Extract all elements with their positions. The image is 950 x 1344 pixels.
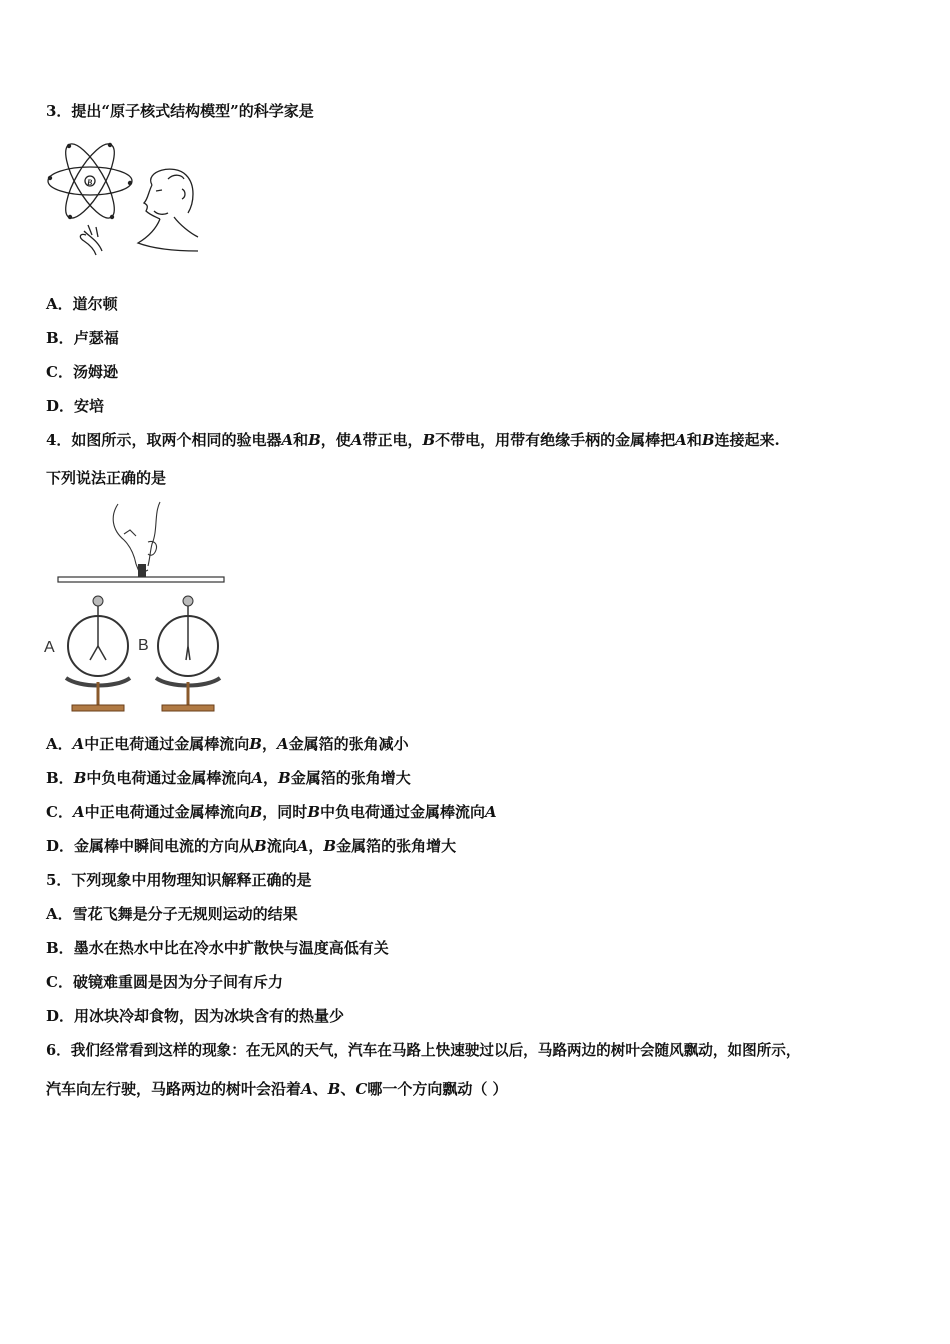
q3-option-a: A．道尔顿 [46, 295, 118, 313]
electroscope-b [156, 596, 220, 711]
q3-stem: 3．提出“原子核式结构模型”的科学家是 [46, 102, 314, 120]
q6-stem-line2: 汽车向左行驶，马路两边的树叶会沿着A、B、C哪一个方向飘动（ ） [46, 1080, 508, 1098]
foil-leaves-a [90, 646, 106, 660]
q5-option-b: B．墨水在热水中比在冷水中扩散快与温度高低有关 [46, 939, 389, 957]
q5-stem: 5．下列现象中用物理知识解释正确的是 [46, 871, 312, 889]
electroscope-figure [40, 500, 230, 716]
q5-option-a: A．雪花飞舞是分子无规则运动的结果 [46, 905, 298, 923]
q5-option-d: D．用冰块冷却食物，因为冰块含有的热量少 [46, 1007, 345, 1025]
q5-option-c: C．破镜难重圆是因为分子间有斥力 [46, 973, 283, 991]
label-b: B [138, 637, 149, 654]
q6-stem-line1: 6．我们经常看到这样的现象：在无风的天气，汽车在马路上快速驶过以后，马路两边的树叶会随风飘动，如图所示， [46, 1042, 801, 1059]
label-a: A [44, 639, 55, 656]
foil-leaves-b [186, 646, 190, 660]
insulating-handle [138, 564, 146, 578]
q3-option-c: C．汤姆逊 [46, 363, 118, 381]
svg-text:B: B [87, 178, 93, 187]
q3-option-b: B．卢瑟福 [46, 329, 119, 347]
q4-option-a: A．A中正电荷通过金属棒流向B，A金属箔的张角减小 [46, 735, 409, 753]
hand-icon [113, 502, 160, 574]
q4-option-b: B．B中负电荷通过金属棒流向A，B金属箔的张角增大 [46, 769, 411, 787]
q4-option-d: D．金属棒中瞬间电流的方向从B流向A，B金属箔的张角增大 [46, 837, 457, 855]
electroscope-a [66, 596, 130, 711]
q4-stem-line1: 4．如图所示，取两个相同的验电器A和B，使A带正电，B不带电，用带有绝缘手柄的金属棒把A和B连接起来. [46, 431, 780, 449]
metal-rod [58, 577, 224, 582]
q4-stem-line2: 下列说法正确的是 [46, 469, 167, 487]
scientist-atom-illustration [44, 133, 200, 257]
q4-option-c: C．A中正电荷通过金属棒流向B，同时B中负电荷通过金属棒流向A [46, 803, 497, 821]
q3-option-d: D．安培 [46, 397, 105, 415]
scientist-portrait [80, 169, 198, 255]
